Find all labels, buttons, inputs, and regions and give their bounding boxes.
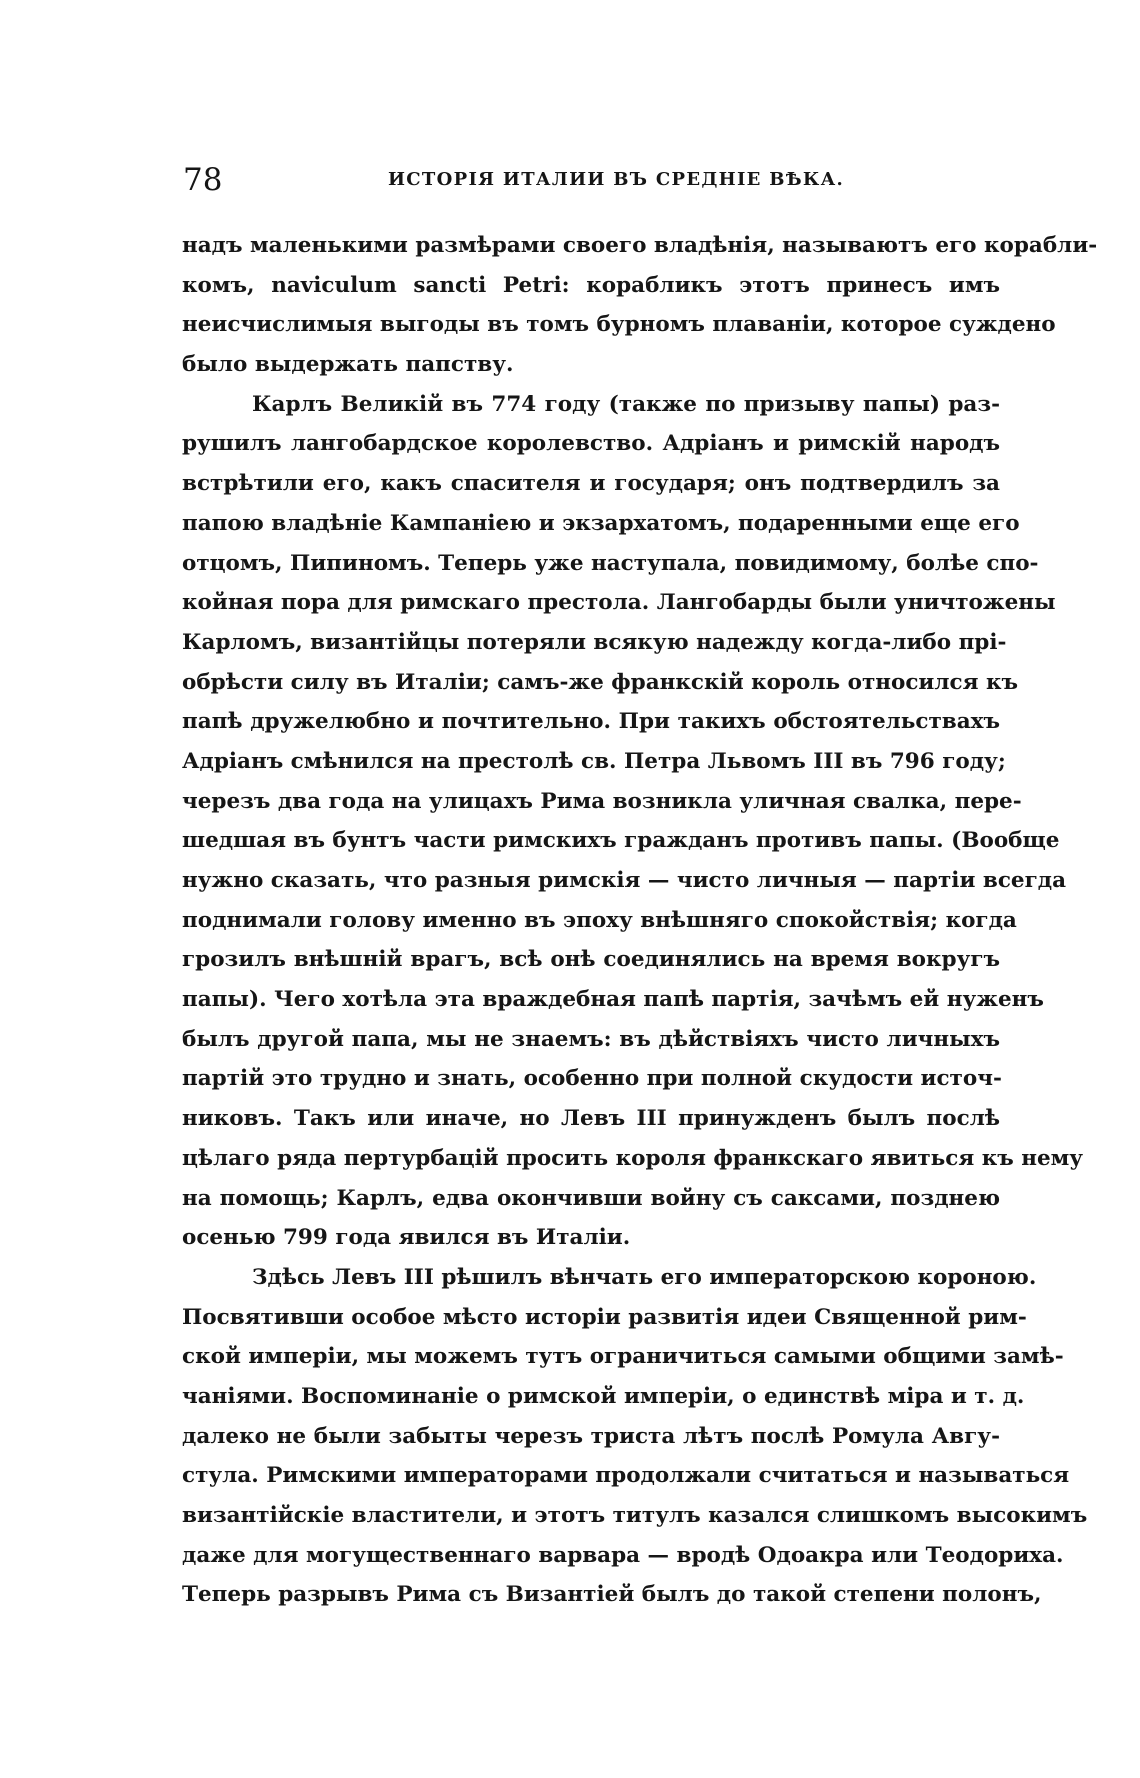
text-line: было выдержать папству.: [182, 352, 514, 378]
text-line: неисчислимыя выгоды въ томъ бурномъ плаваніи, которое суждено: [182, 312, 1056, 338]
text-line: даже для могущественнаго варвара — вродѣ Одоакра или Теодориха.: [182, 1542, 1064, 1568]
paragraph: [182, 226, 1098, 385]
text-line: Адріанъ смѣнился на престолѣ св. Петра Львомъ III въ 796 году;: [182, 748, 1006, 774]
text-line: грозилъ внѣшній врагъ, всѣ онѣ соединялись на время вокругъ: [182, 947, 1000, 973]
text-line: византійскіе властители, и этотъ титулъ казался слишкомъ высокимъ: [182, 1503, 1088, 1528]
text-line: цѣлаго ряда пертурбацій просить короля франкскаго явиться къ нему: [182, 1145, 1084, 1171]
text-line: ской имперіи, мы можемъ тутъ ограничиться самыми общими замѣ-: [182, 1344, 1064, 1370]
text-line: никовъ. Такъ или иначе, но Левъ III принужденъ былъ послѣ: [182, 1106, 1000, 1132]
text-line: рушилъ лангобардское королевство. Адріанъ и римскій народъ: [182, 431, 1000, 457]
text-line: Карлъ Великій въ 774 году (также по призыву папы) раз-: [252, 391, 1000, 417]
text-line: стула. Римскими императорами продолжали считаться и называться: [182, 1463, 1070, 1489]
text-line: встрѣтили его, какъ спасителя и государя; онъ подтвердилъ за: [182, 471, 1000, 497]
text-line: папою владѣніе Кампаніею и экзархатомъ, подаренными еще его: [182, 510, 1020, 536]
text-line: партій это трудно и знать, особенно при полной скудости источ-: [182, 1066, 1002, 1092]
text-line: папы). Чего хотѣла эта враждебная папѣ партія, зачѣмъ ей нуженъ: [182, 987, 1044, 1013]
text-line: Карломъ, византійцы потеряли всякую надежду когда-либо прі-: [182, 629, 1007, 655]
text-line: шедшая въ бунтъ части римскихъ гражданъ противъ папы. (Вообще: [182, 828, 1060, 854]
text-line: нужно сказать, что разныя римскія — чисто личныя — партіи всегда: [182, 868, 1067, 893]
text-line: папѣ дружелюбно и почтительно. При такихъ обстоятельствахъ: [182, 709, 1000, 735]
text-line: Теперь разрывъ Рима съ Византіей былъ до такой степени полонъ,: [182, 1582, 1042, 1608]
body-text: [182, 226, 1098, 1615]
text-line: комъ, naviculum sancti Petri: корабликъ этотъ принесъ имъ: [182, 272, 1000, 298]
text-line: Посвятивши особое мѣсто исторіи развитія идеи Священной рим-: [182, 1304, 1027, 1330]
text-line: на помощь; Карлъ, едва окончивши войну съ саксами, позднею: [182, 1185, 1000, 1211]
running-title: ИСТОРІЯ ИТАЛИИ ВЪ СРЕДНІЕ ВѢКА.: [388, 169, 845, 190]
text-line: поднимали голову именно въ эпоху внѣшняго спокойствія; когда: [182, 907, 1017, 933]
text-line: койная пора для римскаго престола. Лангобарды были уничтожены: [182, 590, 1056, 616]
text-line: осенью 799 года явился въ Италіи.: [182, 1225, 631, 1251]
text-line: черезъ два года на улицахъ Рима возникла уличная свалка, пере-: [182, 788, 1022, 814]
page-header: [183, 160, 1001, 200]
paragraph: [182, 1258, 1088, 1615]
page-number: 78: [183, 162, 223, 198]
text-line: отцомъ, Пипиномъ. Теперь уже наступала, повидимому, болѣе спо-: [182, 550, 1039, 576]
text-line: далеко не были забыты черезъ триста лѣтъ послѣ Ромула Авгу-: [182, 1423, 1000, 1449]
text-line: надъ маленькими размѣрами своего владѣнія, называютъ его корабли-: [182, 233, 1098, 258]
text-line: обрѣсти силу въ Италіи; самъ-же франкскій король относился къ: [182, 669, 1019, 695]
text-line: Здѣсь Левъ III рѣшилъ вѣнчать его императорскою короною.: [252, 1264, 1037, 1290]
paragraph: [182, 385, 1084, 1258]
text-line: чаніями. Воспоминаніе о римской имперіи, о единствѣ міра и т. д.: [182, 1383, 1025, 1409]
text-line: былъ другой папа, мы не знаемъ: въ дѣйствіяхъ чисто личныхъ: [182, 1026, 1000, 1052]
